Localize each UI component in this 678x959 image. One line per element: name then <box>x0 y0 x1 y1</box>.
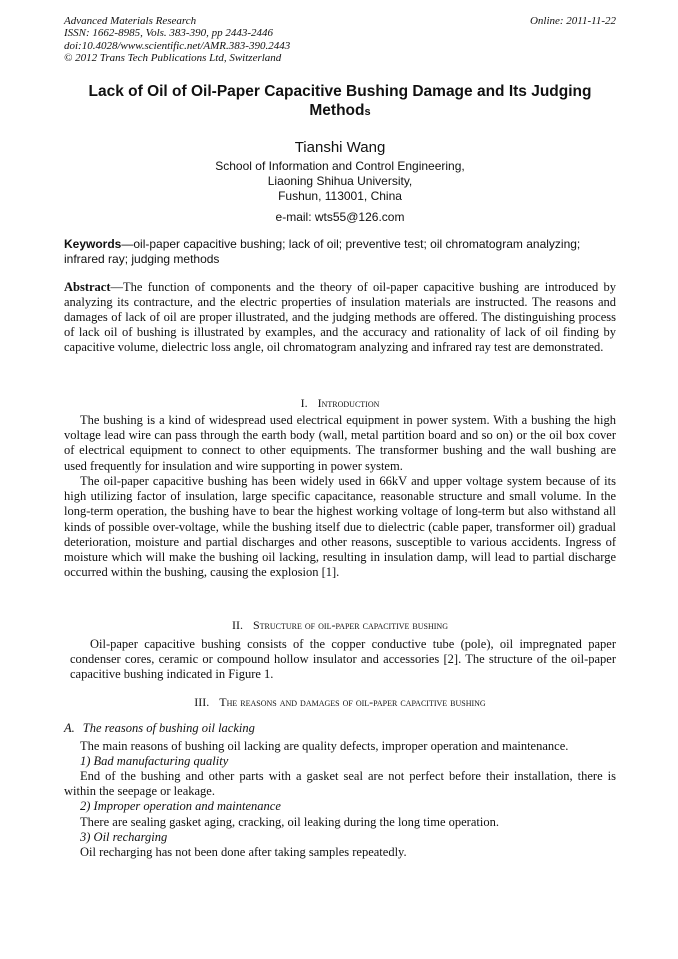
text-line: Oil recharging has not been done after taking samples repeatedly. <box>80 845 407 859</box>
section-heading-2 <box>64 618 616 632</box>
affiliation <box>64 159 616 203</box>
keywords <box>64 237 616 266</box>
author-email: e-mail: wts55@126.com <box>275 210 405 224</box>
issn-line: ISSN: 1662-8985, Vols. 383-390, pp 2443-2446 <box>64 27 273 40</box>
online-date: Online: 2011-11-22 <box>529 15 616 27</box>
paper-title <box>64 82 616 122</box>
author-name: Tianshi Wang <box>294 139 386 156</box>
section-number: II. <box>232 618 243 632</box>
doi-line: doi:10.4028/www.scientific.net/AMR.383-390.2443 <box>64 39 291 52</box>
section-title: Structure of oil-paper capacitive bushing <box>253 618 448 632</box>
text-line: There are sealing gasket aging, cracking, oil leaking during the long time operation. <box>80 815 499 829</box>
abstract-text: —The function of components and the theory of oil-paper capacitive bushing are introduced by analyzing its contracture, and the electric properties of insulation materials are instructed. The reasons and damages of lack of oil are proper illustrated, and the judging methods are offered. The distinguishing process of lack oil of bushing is illustrated by examples, and the accuracy and rationality of lack of oil finding by capacitive volume, dielectric loss angle, oil chromatogram analyzing and infrared ray test are demonstrated. <box>64 280 616 354</box>
section-heading-3 <box>64 695 616 709</box>
affiliation-line-1: School of Information and Control Engineering, <box>215 159 465 173</box>
list-item-title: 1) Bad manufacturing quality <box>80 754 229 768</box>
title-line-2 <box>64 101 616 122</box>
text-line: The main reasons of bushing oil lacking are quality defects, improper operation and maintenance. <box>80 739 569 753</box>
paragraph: The bushing is a kind of widespread used electrical equipment in power system. With a bushing the high voltage lead wire can pass through the earth body (wall, metal partition board and so on) or the oil box cover of electrical equipment to connect to other equipments. The transformer bushing and the wall bushing are used frequently for insulation and wire supporting in power system. <box>64 413 616 473</box>
section-number: I. <box>300 396 308 410</box>
journal-name: Advanced Materials Research <box>64 15 197 27</box>
copyright-line: © 2012 Trans Tech Publications Ltd, Switzerland <box>64 51 282 64</box>
paragraph: End of the bushing and other parts with a gasket seal are not perfect before their installation, there is within the seepage or leakage. <box>64 769 616 799</box>
section-title: The reasons and damages of oil-paper capacitive bushing <box>219 695 486 709</box>
affiliation-line-2: Liaoning Shihua University, <box>267 173 413 188</box>
abstract <box>64 280 616 355</box>
keywords-label: Keywords <box>64 237 122 251</box>
title-line-2-main: Method <box>309 102 365 119</box>
journal-header <box>64 15 616 64</box>
subsection-title: The reasons of bushing oil lacking <box>82 721 255 735</box>
subsection-letter: A. <box>64 721 75 735</box>
section-number: III. <box>194 695 210 709</box>
section-title: Introduction <box>317 396 380 410</box>
title-line-1: Lack of Oil of Oil-Paper Capacitive Bushing Damage and Its Judging <box>88 83 592 100</box>
section-heading-1 <box>64 396 616 410</box>
list-item-title: 3) Oil recharging <box>80 830 168 844</box>
paragraph: Oil-paper capacitive bushing consists of the copper conductive tube (pole), oil impregnated paper condenser cores, ceramic or compound hollow insulator and accessories [2]. The structure of the oil-paper capacitive bushing indicated in Figure 1. <box>70 637 616 682</box>
subsection-heading-a <box>64 721 616 736</box>
keywords-text: —oil-paper capacitive bushing; lack of oil; preventive test; oil chromatogram analyzing; infrared ray; judging methods <box>64 237 581 266</box>
abstract-label: Abstract <box>64 280 111 294</box>
paragraph: The oil-paper capacitive bushing has been widely used in 66kV and upper voltage system because of its high utilizing factor of insulation, large specific capacitance, reasonable structure and small volume. In the long-term operation, the bushing have to bear the highest working voltage of long-term but also withstand all kinds of possible over-voltage, while the bushing itself due to dielectric (cable paper, transformer oil) gradual deterioration, moisture and partial discharges and other reasons, susceptible to various accidents. Ingress of moisture which will make the bushing oil lacking, resulting in insulation damp, will lead to partial discharge occurred within the bushing, causing the explosion [1]. <box>64 474 616 580</box>
list-item-title: 2) Improper operation and maintenance <box>80 799 281 813</box>
title-line-2-suffix: s <box>364 106 371 118</box>
affiliation-line-3: Fushun, 113001, China <box>278 188 402 203</box>
